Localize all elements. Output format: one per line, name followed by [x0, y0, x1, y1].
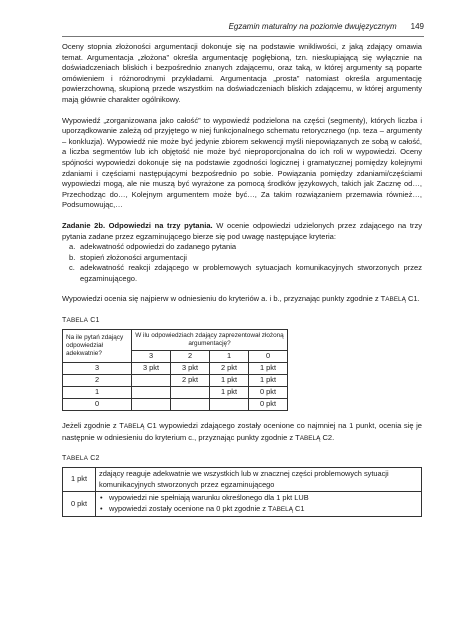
text-run: T [380, 294, 386, 304]
table-cell: 2 pkt [171, 375, 210, 387]
criterion-marker: a. [69, 242, 76, 252]
text-run: ABELĄ [123, 423, 145, 431]
text-run: C1. [405, 294, 420, 304]
text-run: ABELĄ [272, 505, 293, 513]
column-header-cell: W ilu odpowiedziach zdający zaprezentował złożoną argumentację? [132, 329, 288, 350]
criterion-text: adekwatność odpowiedzi do zadanego pytania [80, 242, 237, 252]
points-cell: 0 pkt [63, 492, 96, 517]
header-title: Egzamin maturalny na poziomie dwujęzycznym [228, 22, 397, 31]
table-cell [210, 399, 249, 411]
paragraph-table-c2-ref [62, 421, 422, 444]
row-label: 2 [63, 375, 132, 387]
text-run: C1 [88, 317, 100, 325]
criterion-marker: c. [69, 263, 75, 273]
bullet-item: • wypowiedzi nie spełniają warunku określonego dla 1 pkt LUB [99, 493, 418, 504]
section-intro-text: W ocenie odpowiedzi udzielonych przez zdającego na trzy pytania zadane przez egzaminującego bierze się pod uwagę następujące kryteria: [62, 220, 422, 241]
row-label: 1 [63, 387, 132, 399]
table-row [63, 468, 422, 492]
section-2b-intro [62, 221, 422, 242]
column-value: 3 [132, 351, 171, 363]
table-c2 [62, 467, 422, 517]
table-header-row [63, 329, 288, 350]
table-c1-caption [62, 316, 422, 327]
table-cell [171, 387, 210, 399]
table-row [63, 399, 288, 411]
column-value: 0 [249, 351, 288, 363]
table-cell [132, 375, 171, 387]
table-cell: 3 pkt [132, 363, 171, 375]
paragraph-argumentation: Oceny stopnia złożoności argumentacji dokonuje się na podstawie wnikliwości, z jaką zdający omawia temat. Argumentacja „złożona” określa argumentację pogłębioną, tzn. nieskupiającą się wyłącznie na doświadczeniach bliskich i bezpośrednio znanych zdającemu, oraz taką, w której argumenty są poparte omówieniem i różnorodnymi przykładami. Argumentacja „prosta” natomiast określa argumentację powierzchowną, skupioną przede wszystkim na doświadczeniach bliskich zdającemu, w której argumenty mają głównie charakter ogólnikowy. [62, 42, 422, 104]
table-cell: 1 pkt [249, 375, 288, 387]
running-header [62, 22, 424, 36]
column-value: 1 [210, 351, 249, 363]
page-number: 149 [410, 22, 424, 31]
table-row [63, 387, 288, 399]
description-cell [96, 492, 422, 517]
text-run: T [267, 503, 273, 513]
row-label: 0 [63, 399, 132, 411]
table-cell: 1 pkt [210, 375, 249, 387]
table-cell: 1 pkt [249, 363, 288, 375]
table-cell: 1 pkt [210, 387, 249, 399]
text-run: ABELA [66, 317, 89, 325]
row-header-cell: Na ile pytań zdający odpowiedział adekwatnie? [63, 329, 132, 363]
criterion-text: adekwatność reakcji zdającego w problemowych sytuacjach komunikacyjnych stworzonych przez egzaminującego. [80, 263, 422, 283]
criterion-marker: b. [69, 252, 76, 262]
text-run: ABELA [66, 455, 89, 463]
table-cell: 3 pkt [171, 363, 210, 375]
text-run: C1 wypowiedzi zdającego zostały ocenione co najmniej na 1 punkt, ocenia się je następnie w odniesieniu do kryterium c., przyznając punkty zgodnie z [62, 421, 422, 442]
criterion-item [62, 263, 422, 284]
table-c1 [62, 329, 288, 412]
criteria-list [62, 242, 422, 284]
text-run: C2. [320, 432, 335, 442]
table-row [63, 492, 422, 517]
text-run: Wypowiedzi ocenia się najpierw w odniesieniu do kryteriów a. i b., przyznając punkty zgodnie z [62, 294, 381, 304]
section-heading: Zadanie 2b. Odpowiedzi na trzy pytania. [62, 220, 213, 230]
criterion-text: stopień złożoności argumentacji [80, 252, 187, 262]
criterion-item [62, 242, 422, 253]
text-run: T [295, 432, 300, 442]
text-run: T [119, 421, 124, 431]
text-run: C1 [292, 503, 305, 513]
text-run: T [62, 455, 67, 463]
table-cell: 0 pkt [249, 399, 288, 411]
column-value: 2 [171, 351, 210, 363]
text-run: wypowiedzi zostały ocenione na 0 pkt zgodnie z [109, 503, 268, 513]
table-cell [171, 399, 210, 411]
text-run: ABELĄ [385, 296, 406, 304]
paragraph-table-c1-ref [62, 294, 422, 306]
row-label: 3 [63, 363, 132, 375]
header-rule [62, 36, 424, 37]
paragraph-organization: Wypowiedź „zorganizowana jako całość” to wypowiedź podzielona na części (segmenty), których liczba i uporządkowanie zależą od przyjętego w niej funkcjonalnego schematu retorycznego (np. teza – argumenty – konkluzja). Wypowiedź nie może być jedynie zbiorem sekwencji myśli niepowiązanych ze sobą w całość, a liczba segmentów lub ich objętość nie może być nieproporcjonalna do ich roli w wypowiedzi. Oceny spójności wypowiedzi dokonuje się na podstawie zgodności logicznej i gramatycznej pomiędzy kolejnymi zdaniami i częściami następującymi bezpośrednio po sobie. Powiązania pomiędzy zdaniami/częściami wypowiedzi mogą, ale nie muszą być wyrażone za pomocą środków językowych, takich jak Zacznę od…, Przechodząc do…, Kolejnym argumentem może być…, Za takim rozwiązaniem przemawia również…, Podsumowując,… [62, 115, 422, 210]
text-run: C2 [88, 455, 100, 463]
criterion-item [62, 253, 422, 264]
page-body [62, 42, 422, 517]
bullet-item [99, 504, 418, 516]
text-run: ABELĄ [299, 434, 321, 442]
table-cell: 2 pkt [210, 363, 249, 375]
table-cell [132, 387, 171, 399]
table-row [63, 363, 288, 375]
table-c2-caption [62, 454, 422, 465]
table-cell: 0 pkt [249, 387, 288, 399]
table-row [63, 375, 288, 387]
text-run: Jeżeli zgodnie z [62, 421, 120, 431]
text-run: T [62, 317, 67, 325]
description-cell: zdający reaguje adekwatnie we wszystkich lub w znacznej części problemowych sytuacji komunikacyjnych stworzonych przez egzaminującego [96, 468, 422, 492]
points-cell: 1 pkt [63, 468, 96, 492]
table-cell [132, 399, 171, 411]
